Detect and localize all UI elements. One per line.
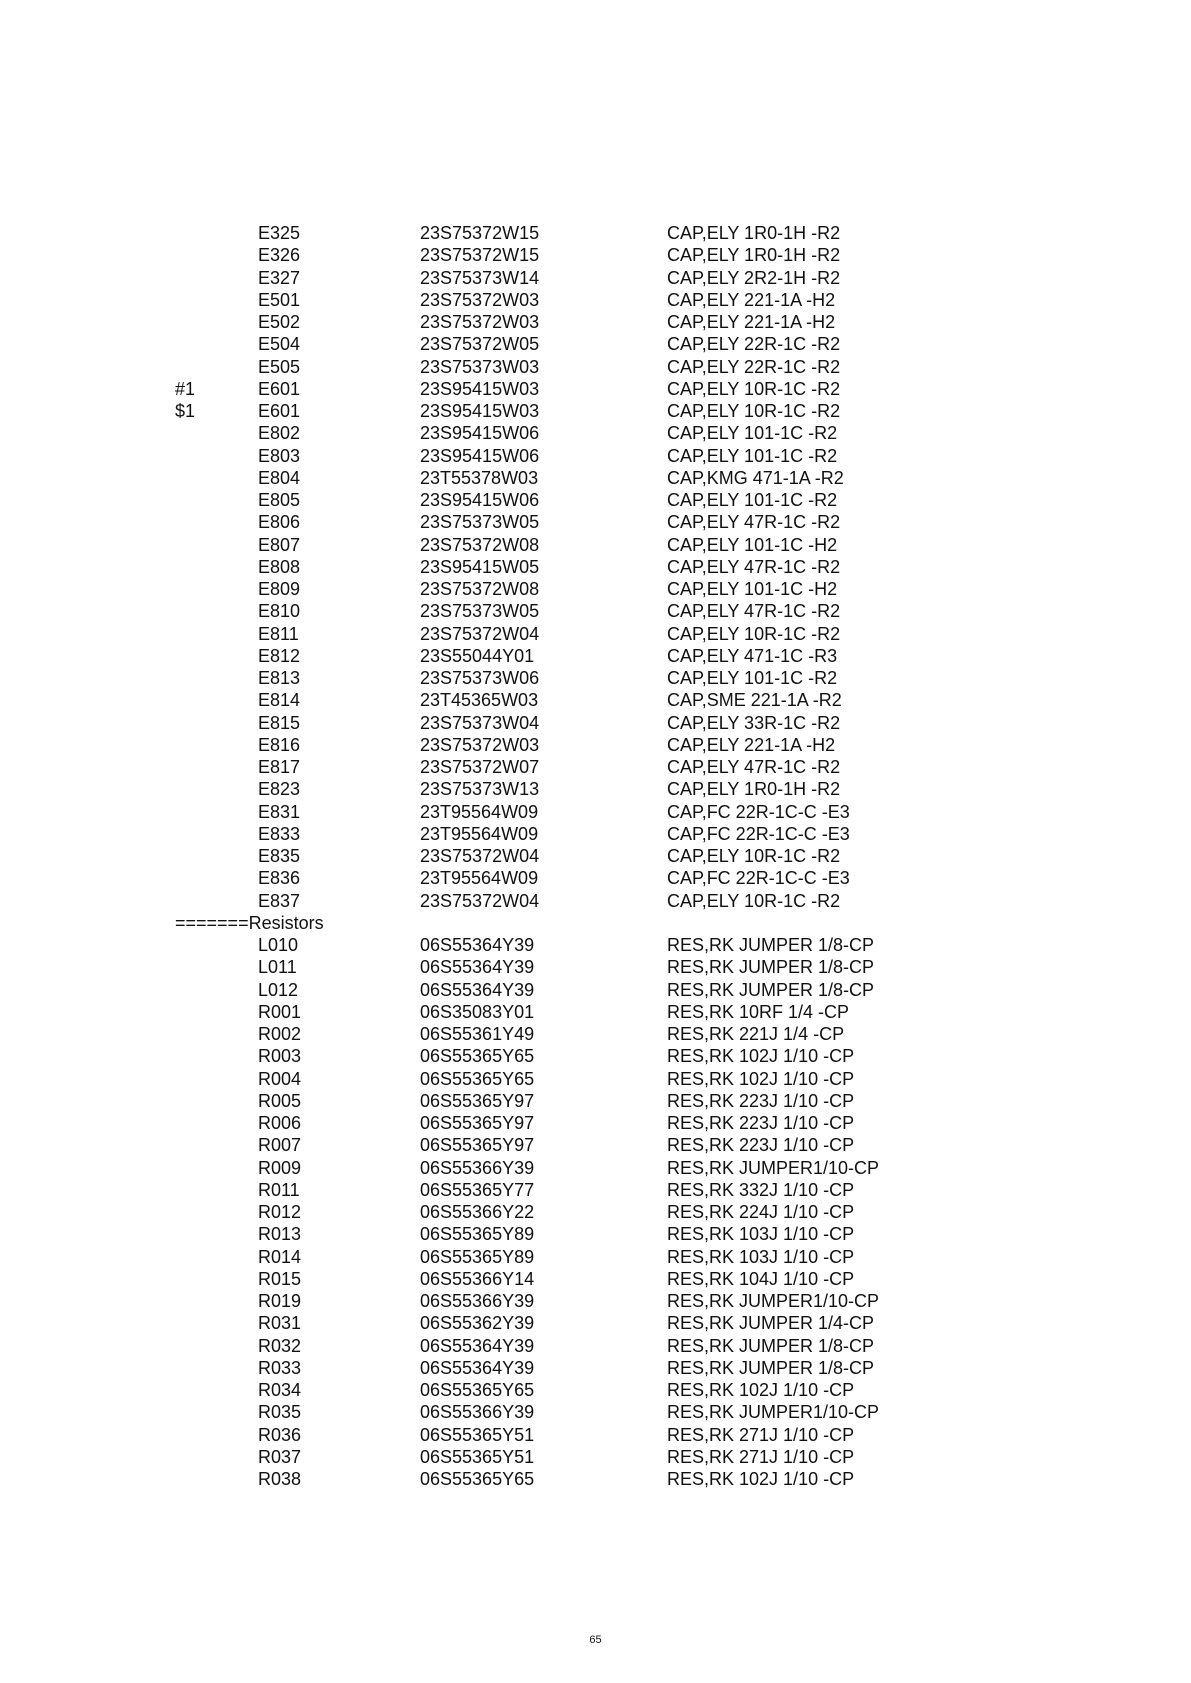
capacitor-row [0, 667, 1191, 689]
reference-designator: R035 [258, 1402, 302, 1423]
part-number: 06S55364Y39 [420, 935, 535, 955]
part-number: 23S95415W06 [420, 490, 540, 510]
part-number: 06S55366Y14 [420, 1268, 535, 1289]
part-number: 23S75372W08 [420, 579, 540, 599]
capacitor-row [0, 823, 1191, 845]
part-number: 06S55365Y97 [420, 1113, 535, 1133]
part-description: RES,RK 102J 1/10 -CP [667, 1469, 855, 1489]
reference-designator: R019 [258, 1291, 302, 1311]
resistor-row [0, 1424, 1191, 1446]
part-number: 23T45365W03 [420, 690, 539, 711]
capacitor-row [0, 333, 1191, 355]
part-description: CAP,ELY 1R0-1H -R2 [667, 223, 841, 243]
part-number: 23S95415W05 [420, 556, 540, 577]
part-number: 23T95564W09 [420, 823, 539, 844]
part-number: 06S55364Y39 [420, 957, 535, 978]
part-number: 23S75373W13 [420, 779, 540, 800]
capacitor-row [0, 489, 1191, 511]
part-number: 06S55364Y39 [420, 979, 535, 1000]
reference-designator: E835 [258, 846, 301, 866]
resistor-row [0, 1045, 1191, 1067]
reference-designator: R011 [258, 1179, 300, 1200]
capacitor-row [0, 222, 1191, 244]
reference-designator: E504 [258, 334, 301, 355]
part-description: RES,RK 223J 1/10 -CP [667, 1135, 855, 1156]
resistor-row [0, 1179, 1191, 1201]
page-number: 65 [589, 1634, 602, 1646]
part-description: CAP,ELY 2R2-1H -R2 [667, 267, 841, 288]
capacitor-row [0, 244, 1191, 266]
part-description: CAP,ELY 10R-1C -R2 [667, 890, 841, 911]
part-number: 23S75373W05 [420, 601, 540, 622]
part-number: 23S75372W08 [420, 534, 540, 555]
reference-designator: R001 [258, 1001, 302, 1022]
part-number: 23S75372W07 [420, 757, 540, 777]
resistor-row [0, 1112, 1191, 1134]
resistor-row [0, 1201, 1191, 1223]
reference-designator: E502 [258, 312, 301, 332]
part-description: CAP,ELY 101-1C -R2 [667, 445, 838, 466]
part-number: 23S75373W14 [420, 267, 540, 288]
resistor-row [0, 1401, 1191, 1423]
capacitor-row [0, 845, 1191, 867]
part-description: CAP,ELY 221-1A -H2 [667, 734, 836, 755]
section-heading-row [0, 912, 1191, 934]
part-description: RES,RK 271J 1/10 -CP [667, 1424, 855, 1445]
resistor-row [0, 1468, 1191, 1490]
reference-designator: R037 [258, 1446, 302, 1467]
capacitor-row [0, 801, 1191, 823]
part-description: CAP,ELY 471-1C -R3 [667, 645, 838, 666]
part-description: CAP,ELY 47R-1C -R2 [667, 757, 841, 777]
revision-mark: #1 [175, 378, 196, 399]
part-number: 23S75372W03 [420, 734, 540, 755]
reference-designator: E806 [258, 512, 301, 533]
part-number: 06S55365Y77 [420, 1179, 535, 1200]
part-description: CAP,ELY 47R-1C -R2 [667, 556, 841, 577]
part-number: 23S75373W03 [420, 356, 540, 377]
part-number: 23S95415W06 [420, 445, 540, 466]
part-description: CAP,ELY 10R-1C -R2 [667, 623, 841, 644]
resistor-row [0, 1357, 1191, 1379]
part-description: CAP,KMG 471-1A -R2 [667, 467, 844, 488]
reference-designator: L010 [258, 935, 299, 955]
reference-designator: E807 [258, 534, 301, 555]
reference-designator: E833 [258, 823, 301, 844]
reference-designator: E810 [258, 601, 301, 622]
capacitor-row [0, 445, 1191, 467]
part-description: RES,RK 103J 1/10 -CP [667, 1224, 855, 1245]
part-number: 23S75372W04 [420, 846, 540, 866]
part-description: RES,RK JUMPER1/10-CP [667, 1402, 880, 1423]
reference-designator: R014 [258, 1246, 302, 1267]
capacitor-row [0, 756, 1191, 778]
reference-designator: E837 [258, 890, 301, 911]
resistor-row [0, 1157, 1191, 1179]
part-number: 06S55365Y89 [420, 1224, 535, 1245]
part-number: 23S75372W15 [420, 245, 540, 266]
part-description: RES,RK 223J 1/10 -CP [667, 1113, 855, 1133]
reference-designator: E811 [258, 623, 299, 644]
reference-designator: R031 [258, 1313, 302, 1334]
part-number: 06S35083Y01 [420, 1001, 535, 1022]
part-number: 23S75372W03 [420, 289, 540, 310]
resistor-row [0, 956, 1191, 978]
part-description: CAP,ELY 47R-1C -R2 [667, 601, 841, 622]
reference-designator: E501 [258, 289, 301, 310]
reference-designator: E326 [258, 245, 301, 266]
part-description: RES,RK 102J 1/10 -CP [667, 1380, 855, 1400]
reference-designator: E805 [258, 490, 301, 510]
part-description: RES,RK JUMPER1/10-CP [667, 1157, 880, 1178]
part-number: 06S55365Y65 [420, 1046, 535, 1067]
resistor-row [0, 1068, 1191, 1090]
capacitor-row [0, 267, 1191, 289]
resistor-row [0, 1246, 1191, 1268]
capacitor-row [0, 578, 1191, 600]
part-description: CAP,ELY 101-1C -H2 [667, 534, 838, 555]
part-description: CAP,ELY 101-1C -R2 [667, 668, 838, 688]
resistor-row [0, 1023, 1191, 1045]
reference-designator: E325 [258, 223, 301, 243]
reference-designator: E601 [258, 401, 301, 421]
capacitor-row [0, 623, 1191, 645]
reference-designator: R005 [258, 1090, 302, 1111]
part-number: 06S55365Y97 [420, 1135, 535, 1156]
part-description: RES,RK 221J 1/4 -CP [667, 1024, 845, 1044]
part-number: 06S55366Y39 [420, 1402, 535, 1423]
capacitor-row [0, 645, 1191, 667]
resistor-row [0, 1335, 1191, 1357]
capacitor-row [0, 311, 1191, 333]
part-description: CAP,ELY 1R0-1H -R2 [667, 245, 841, 266]
reference-designator: E802 [258, 423, 301, 444]
reference-designator: R034 [258, 1380, 302, 1400]
part-description: CAP,FC 22R-1C-C -E3 [667, 801, 850, 822]
part-number: 06S55365Y65 [420, 1380, 535, 1400]
part-description: RES,RK 104J 1/10 -CP [667, 1268, 855, 1289]
part-number: 06S55365Y51 [420, 1446, 535, 1467]
reference-designator: E327 [258, 267, 301, 288]
reference-designator: R038 [258, 1469, 302, 1489]
reference-designator: E817 [258, 757, 301, 777]
part-description: RES,RK JUMPER1/10-CP [667, 1291, 880, 1311]
part-description: CAP,ELY 101-1C -H2 [667, 579, 838, 599]
part-description: RES,RK 102J 1/10 -CP [667, 1046, 855, 1067]
part-description: RES,RK JUMPER 1/8-CP [667, 957, 875, 978]
part-number: 06S55364Y39 [420, 1335, 535, 1356]
part-description: CAP,ELY 22R-1C -R2 [667, 356, 841, 377]
resistor-row [0, 1134, 1191, 1156]
reference-designator: R033 [258, 1357, 302, 1378]
capacitor-row [0, 422, 1191, 444]
part-description: RES,RK JUMPER 1/8-CP [667, 1335, 875, 1356]
resistor-row [0, 979, 1191, 1001]
reference-designator: R003 [258, 1046, 302, 1067]
capacitor-row [0, 511, 1191, 533]
resistor-row [0, 1001, 1191, 1023]
resistor-row [0, 1379, 1191, 1401]
capacitor-row [0, 556, 1191, 578]
reference-designator: E814 [258, 690, 301, 711]
part-number: 06S55361Y49 [420, 1024, 535, 1044]
part-number: 06S55365Y51 [420, 1424, 535, 1445]
reference-designator: R002 [258, 1024, 302, 1044]
part-number: 23S75373W06 [420, 668, 540, 688]
capacitor-row [0, 600, 1191, 622]
capacitor-row [0, 356, 1191, 378]
reference-designator: E823 [258, 779, 301, 800]
part-description: CAP,ELY 101-1C -R2 [667, 423, 838, 444]
reference-designator: E505 [258, 356, 301, 377]
reference-designator: E812 [258, 645, 301, 666]
reference-designator: E803 [258, 445, 301, 466]
resistor-row [0, 934, 1191, 956]
part-number: 23S75373W04 [420, 712, 540, 733]
part-number: 06S55365Y65 [420, 1068, 535, 1089]
part-number: 06S55365Y97 [420, 1090, 535, 1111]
part-description: CAP,ELY 221-1A -H2 [667, 289, 836, 310]
reference-designator: L012 [258, 979, 299, 1000]
reference-designator: E808 [258, 556, 301, 577]
part-number: 23S95415W03 [420, 378, 540, 399]
part-description: RES,RK JUMPER 1/8-CP [667, 935, 875, 955]
part-description: RES,RK 332J 1/10 -CP [667, 1179, 855, 1200]
reference-designator: R012 [258, 1202, 302, 1222]
reference-designator: E836 [258, 868, 301, 889]
resistor-row [0, 1268, 1191, 1290]
part-description: RES,RK 224J 1/10 -CP [667, 1202, 855, 1222]
part-number: 06S55366Y39 [420, 1291, 535, 1311]
part-number: 23S75372W05 [420, 334, 540, 355]
capacitor-row [0, 867, 1191, 889]
part-description: RES,RK 10RF 1/4 -CP [667, 1001, 850, 1022]
reference-designator: E816 [258, 734, 301, 755]
part-description: CAP,ELY 221-1A -H2 [667, 312, 836, 332]
capacitor-row [0, 534, 1191, 556]
part-number: 06S55366Y39 [420, 1157, 535, 1178]
part-description: RES,RK 103J 1/10 -CP [667, 1246, 855, 1267]
part-number: 06S55364Y39 [420, 1357, 535, 1378]
part-description: CAP,ELY 47R-1C -R2 [667, 512, 841, 533]
part-description: CAP,ELY 101-1C -R2 [667, 490, 838, 510]
part-description: CAP,ELY 22R-1C -R2 [667, 334, 841, 355]
part-number: 06S55366Y22 [420, 1202, 535, 1222]
reference-designator: E809 [258, 579, 301, 599]
part-description: RES,RK 271J 1/10 -CP [667, 1446, 855, 1467]
resistor-row [0, 1090, 1191, 1112]
resistor-row [0, 1312, 1191, 1334]
reference-designator: E804 [258, 467, 301, 488]
part-description: RES,RK JUMPER 1/4-CP [667, 1313, 875, 1334]
revision-mark: $1 [175, 401, 196, 421]
capacitor-row [0, 734, 1191, 756]
part-number: 23T95564W09 [420, 801, 539, 822]
part-description: CAP,ELY 10R-1C -R2 [667, 846, 841, 866]
part-number: 06S55365Y89 [420, 1246, 535, 1267]
part-number: 06S55362Y39 [420, 1313, 535, 1334]
part-number: 23S75372W04 [420, 623, 540, 644]
part-description: CAP,FC 22R-1C-C -E3 [667, 868, 850, 889]
part-number: 23T95564W09 [420, 868, 539, 889]
reference-designator: L011 [258, 957, 297, 978]
part-description: CAP,ELY 10R-1C -R2 [667, 401, 841, 421]
part-number: 23S75372W15 [420, 223, 540, 243]
capacitor-row [0, 378, 1191, 400]
capacitor-row [0, 890, 1191, 912]
part-description: CAP,ELY 33R-1C -R2 [667, 712, 841, 733]
capacitor-row [0, 689, 1191, 711]
part-number: 23S55044Y01 [420, 645, 535, 666]
part-description: RES,RK 102J 1/10 -CP [667, 1068, 855, 1089]
reference-designator: R007 [258, 1135, 302, 1156]
part-number: 06S55365Y65 [420, 1469, 535, 1489]
capacitor-row [0, 467, 1191, 489]
part-number: 23S75373W05 [420, 512, 540, 533]
reference-designator: E813 [258, 668, 301, 688]
resistor-row [0, 1290, 1191, 1312]
reference-designator: R006 [258, 1113, 302, 1133]
capacitor-row [0, 289, 1191, 311]
resistor-row [0, 1223, 1191, 1245]
part-description: RES,RK JUMPER 1/8-CP [667, 979, 875, 1000]
reference-designator: R015 [258, 1268, 302, 1289]
capacitor-row [0, 400, 1191, 422]
part-number: 23S95415W03 [420, 401, 540, 421]
part-number: 23S95415W06 [420, 423, 540, 444]
part-description: CAP,ELY 1R0-1H -R2 [667, 779, 841, 800]
reference-designator: E601 [258, 378, 301, 399]
part-description: CAP,SME 221-1A -R2 [667, 690, 842, 711]
part-description: RES,RK 223J 1/10 -CP [667, 1090, 855, 1111]
reference-designator: R032 [258, 1335, 302, 1356]
part-description: CAP,FC 22R-1C-C -E3 [667, 823, 850, 844]
part-description: RES,RK JUMPER 1/8-CP [667, 1357, 875, 1378]
parts-list [0, 222, 1191, 1490]
part-number: 23S75372W04 [420, 890, 540, 911]
reference-designator: E831 [258, 801, 301, 822]
part-number: 23S75372W03 [420, 312, 540, 332]
reference-designator: E815 [258, 712, 301, 733]
capacitor-row [0, 778, 1191, 800]
part-description: CAP,ELY 10R-1C -R2 [667, 378, 841, 399]
reference-designator: R004 [258, 1068, 302, 1089]
reference-designator: R036 [258, 1424, 302, 1445]
section-heading: =======Resistors [175, 912, 324, 933]
reference-designator: R013 [258, 1224, 302, 1245]
resistor-row [0, 1446, 1191, 1468]
part-number: 23T55378W03 [420, 467, 539, 488]
reference-designator: R009 [258, 1157, 302, 1178]
capacitor-row [0, 712, 1191, 734]
